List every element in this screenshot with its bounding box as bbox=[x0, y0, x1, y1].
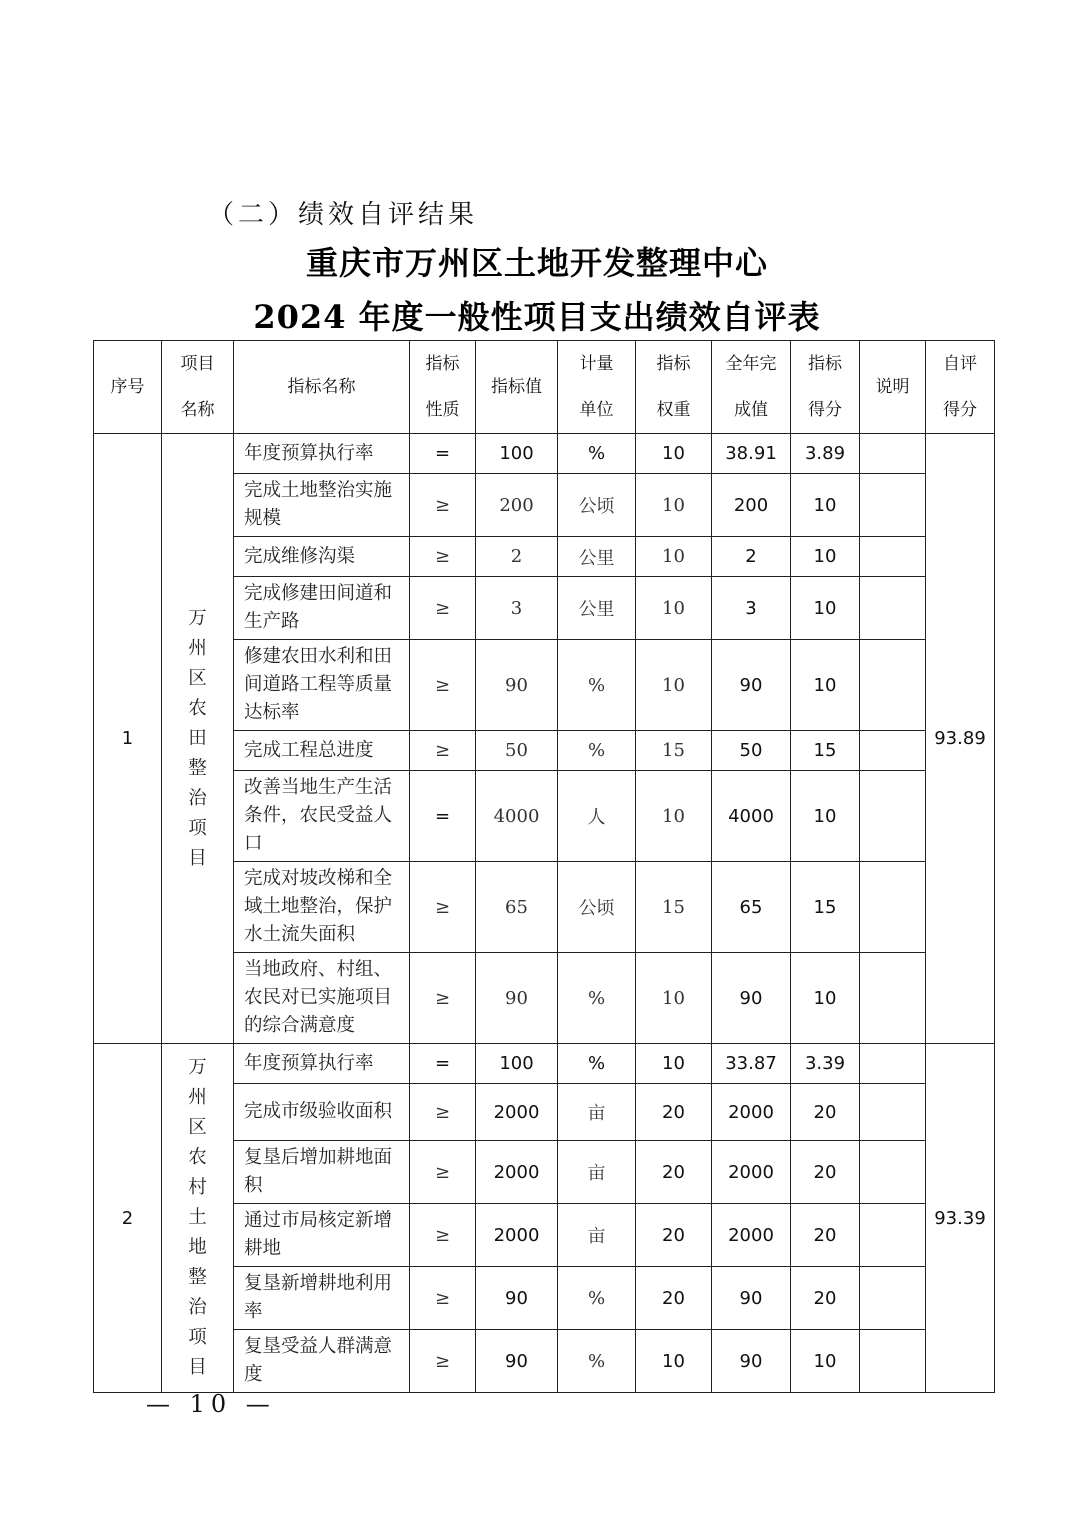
weight: 10 bbox=[636, 1330, 712, 1393]
weight: 20 bbox=[636, 1204, 712, 1267]
indicator-name: 年度预算执行率 bbox=[234, 434, 410, 474]
weight: 10 bbox=[636, 953, 712, 1044]
note bbox=[860, 640, 926, 731]
completed-value: 90 bbox=[712, 953, 791, 1044]
note bbox=[860, 731, 926, 771]
indicator-score: 3.39 bbox=[791, 1044, 860, 1084]
weight: 10 bbox=[636, 474, 712, 537]
performance-table bbox=[93, 340, 995, 1393]
completed-value: 4000 bbox=[712, 771, 791, 862]
indicator-name: 修建农田水利和田间道路工程等质量达标率 bbox=[234, 640, 410, 731]
weight: 20 bbox=[636, 1084, 712, 1141]
weight: 10 bbox=[636, 577, 712, 640]
unit: 人 bbox=[558, 771, 636, 862]
indicator-nature: ≥ bbox=[410, 640, 476, 731]
weight: 20 bbox=[636, 1267, 712, 1330]
weight: 15 bbox=[636, 862, 712, 953]
table-row bbox=[94, 1044, 995, 1084]
note bbox=[860, 474, 926, 537]
unit: 公里 bbox=[558, 537, 636, 577]
header-completed: 全年完 成值 bbox=[712, 341, 791, 434]
indicator-name: 通过市局核定新增耕地 bbox=[234, 1204, 410, 1267]
page-number: — 10 — bbox=[146, 1390, 276, 1418]
header-score: 指标 得分 bbox=[791, 341, 860, 434]
indicator-score: 10 bbox=[791, 1330, 860, 1393]
unit: 亩 bbox=[558, 1141, 636, 1204]
indicator-value: 90 bbox=[476, 640, 558, 731]
weight: 20 bbox=[636, 1141, 712, 1204]
table-header-row bbox=[94, 341, 995, 434]
completed-value: 90 bbox=[712, 1267, 791, 1330]
indicator-name: 完成维修沟渠 bbox=[234, 537, 410, 577]
indicator-nature: ≥ bbox=[410, 474, 476, 537]
unit: 公顷 bbox=[558, 474, 636, 537]
document-title-line2: 2024 年度一般性项目支出绩效自评表 bbox=[253, 298, 821, 336]
indicator-nature: ≥ bbox=[410, 953, 476, 1044]
note bbox=[860, 1267, 926, 1330]
completed-value: 2 bbox=[712, 537, 791, 577]
indicator-value: 100 bbox=[476, 1044, 558, 1084]
note bbox=[860, 577, 926, 640]
indicator-score: 10 bbox=[791, 577, 860, 640]
header-note: 说明 bbox=[860, 341, 926, 434]
indicator-value: 2000 bbox=[476, 1141, 558, 1204]
header-project-name: 项目 名称 bbox=[162, 341, 234, 434]
unit: 公顷 bbox=[558, 862, 636, 953]
project-self-score: 93.89 bbox=[926, 434, 995, 1044]
indicator-nature: ≥ bbox=[410, 1204, 476, 1267]
indicator-score: 3.89 bbox=[791, 434, 860, 474]
note bbox=[860, 1084, 926, 1141]
indicator-value: 2000 bbox=[476, 1204, 558, 1267]
completed-value: 200 bbox=[712, 474, 791, 537]
header-weight: 指标 权重 bbox=[636, 341, 712, 434]
indicator-value: 90 bbox=[476, 953, 558, 1044]
indicator-name: 复垦后增加耕地面积 bbox=[234, 1141, 410, 1204]
note bbox=[860, 953, 926, 1044]
indicator-name: 完成工程总进度 bbox=[234, 731, 410, 771]
indicator-value: 2 bbox=[476, 537, 558, 577]
header-indicator-nature: 指标 性质 bbox=[410, 341, 476, 434]
indicator-name: 复垦新增耕地利用率 bbox=[234, 1267, 410, 1330]
completed-value: 33.87 bbox=[712, 1044, 791, 1084]
document-title-line1: 重庆市万州区土地开发整理中心 bbox=[305, 244, 768, 282]
indicator-name: 完成土地整治实施规模 bbox=[234, 474, 410, 537]
indicator-name: 年度预算执行率 bbox=[234, 1044, 410, 1084]
note bbox=[860, 1204, 926, 1267]
project-name: 万州区农田整治项目 bbox=[188, 607, 207, 869]
project-seq: 1 bbox=[94, 434, 162, 1044]
indicator-value: 100 bbox=[476, 434, 558, 474]
indicator-score: 10 bbox=[791, 474, 860, 537]
indicator-value: 3 bbox=[476, 577, 558, 640]
indicator-name: 当地政府、村组、农民对已实施项目的综合满意度 bbox=[234, 953, 410, 1044]
indicator-value: 90 bbox=[476, 1267, 558, 1330]
weight: 10 bbox=[636, 1044, 712, 1084]
table-body bbox=[94, 434, 995, 1393]
weight: 10 bbox=[636, 434, 712, 474]
indicator-score: 15 bbox=[791, 731, 860, 771]
note bbox=[860, 771, 926, 862]
project-name: 万州区农村土地整治项目 bbox=[188, 1057, 207, 1378]
completed-value: 90 bbox=[712, 640, 791, 731]
indicator-score: 15 bbox=[791, 862, 860, 953]
project-name-cell bbox=[162, 1044, 234, 1393]
weight: 10 bbox=[636, 640, 712, 731]
weight: 15 bbox=[636, 731, 712, 771]
header-self-score: 自评 得分 bbox=[926, 341, 995, 434]
completed-value: 3 bbox=[712, 577, 791, 640]
header-indicator-name: 指标名称 bbox=[234, 341, 410, 434]
note bbox=[860, 1141, 926, 1204]
unit: % bbox=[558, 1267, 636, 1330]
unit: % bbox=[558, 434, 636, 474]
indicator-name: 完成对坡改梯和全域土地整治，保护水土流失面积 bbox=[234, 862, 410, 953]
indicator-score: 10 bbox=[791, 771, 860, 862]
indicator-score: 20 bbox=[791, 1204, 860, 1267]
indicator-value: 50 bbox=[476, 731, 558, 771]
indicator-name: 完成修建田间道和生产路 bbox=[234, 577, 410, 640]
indicator-nature: ≥ bbox=[410, 577, 476, 640]
indicator-value: 2000 bbox=[476, 1084, 558, 1141]
note bbox=[860, 1044, 926, 1084]
indicator-value: 65 bbox=[476, 862, 558, 953]
note bbox=[860, 1330, 926, 1393]
completed-value: 2000 bbox=[712, 1204, 791, 1267]
unit: % bbox=[558, 953, 636, 1044]
unit: 公里 bbox=[558, 577, 636, 640]
project-self-score: 93.39 bbox=[926, 1044, 995, 1393]
header-indicator-value: 指标值 bbox=[476, 341, 558, 434]
project-seq: 2 bbox=[94, 1044, 162, 1393]
completed-value: 2000 bbox=[712, 1141, 791, 1204]
indicator-score: 20 bbox=[791, 1141, 860, 1204]
indicator-nature: = bbox=[410, 434, 476, 474]
unit: % bbox=[558, 1330, 636, 1393]
weight: 10 bbox=[636, 537, 712, 577]
completed-value: 50 bbox=[712, 731, 791, 771]
completed-value: 2000 bbox=[712, 1084, 791, 1141]
indicator-nature: ≥ bbox=[410, 1330, 476, 1393]
completed-value: 90 bbox=[712, 1330, 791, 1393]
indicator-nature: ≥ bbox=[410, 1141, 476, 1204]
indicator-nature: = bbox=[410, 771, 476, 862]
note bbox=[860, 434, 926, 474]
indicator-value: 90 bbox=[476, 1330, 558, 1393]
table-row bbox=[94, 434, 995, 474]
indicator-nature: ≥ bbox=[410, 1267, 476, 1330]
completed-value: 65 bbox=[712, 862, 791, 953]
weight: 10 bbox=[636, 771, 712, 862]
indicator-name: 复垦受益人群满意度 bbox=[234, 1330, 410, 1393]
note bbox=[860, 537, 926, 577]
indicator-name: 改善当地生产生活条件，农民受益人口 bbox=[234, 771, 410, 862]
indicator-nature: ≥ bbox=[410, 537, 476, 577]
section-heading: （二）绩效自评结果 bbox=[208, 200, 479, 230]
indicator-score: 20 bbox=[791, 1267, 860, 1330]
unit: 亩 bbox=[558, 1204, 636, 1267]
completed-value: 38.91 bbox=[712, 434, 791, 474]
indicator-nature: = bbox=[410, 1044, 476, 1084]
header-unit: 计量 单位 bbox=[558, 341, 636, 434]
indicator-nature: ≥ bbox=[410, 862, 476, 953]
unit: 亩 bbox=[558, 1084, 636, 1141]
indicator-score: 20 bbox=[791, 1084, 860, 1141]
unit: % bbox=[558, 1044, 636, 1084]
indicator-name: 完成市级验收面积 bbox=[234, 1084, 410, 1141]
header-seq: 序号 bbox=[94, 341, 162, 434]
note bbox=[860, 862, 926, 953]
indicator-score: 10 bbox=[791, 640, 860, 731]
unit: % bbox=[558, 731, 636, 771]
indicator-nature: ≥ bbox=[410, 1084, 476, 1141]
indicator-score: 10 bbox=[791, 953, 860, 1044]
project-name-cell bbox=[162, 434, 234, 1044]
indicator-nature: ≥ bbox=[410, 731, 476, 771]
indicator-value: 4000 bbox=[476, 771, 558, 862]
indicator-score: 10 bbox=[791, 537, 860, 577]
indicator-value: 200 bbox=[476, 474, 558, 537]
unit: % bbox=[558, 640, 636, 731]
